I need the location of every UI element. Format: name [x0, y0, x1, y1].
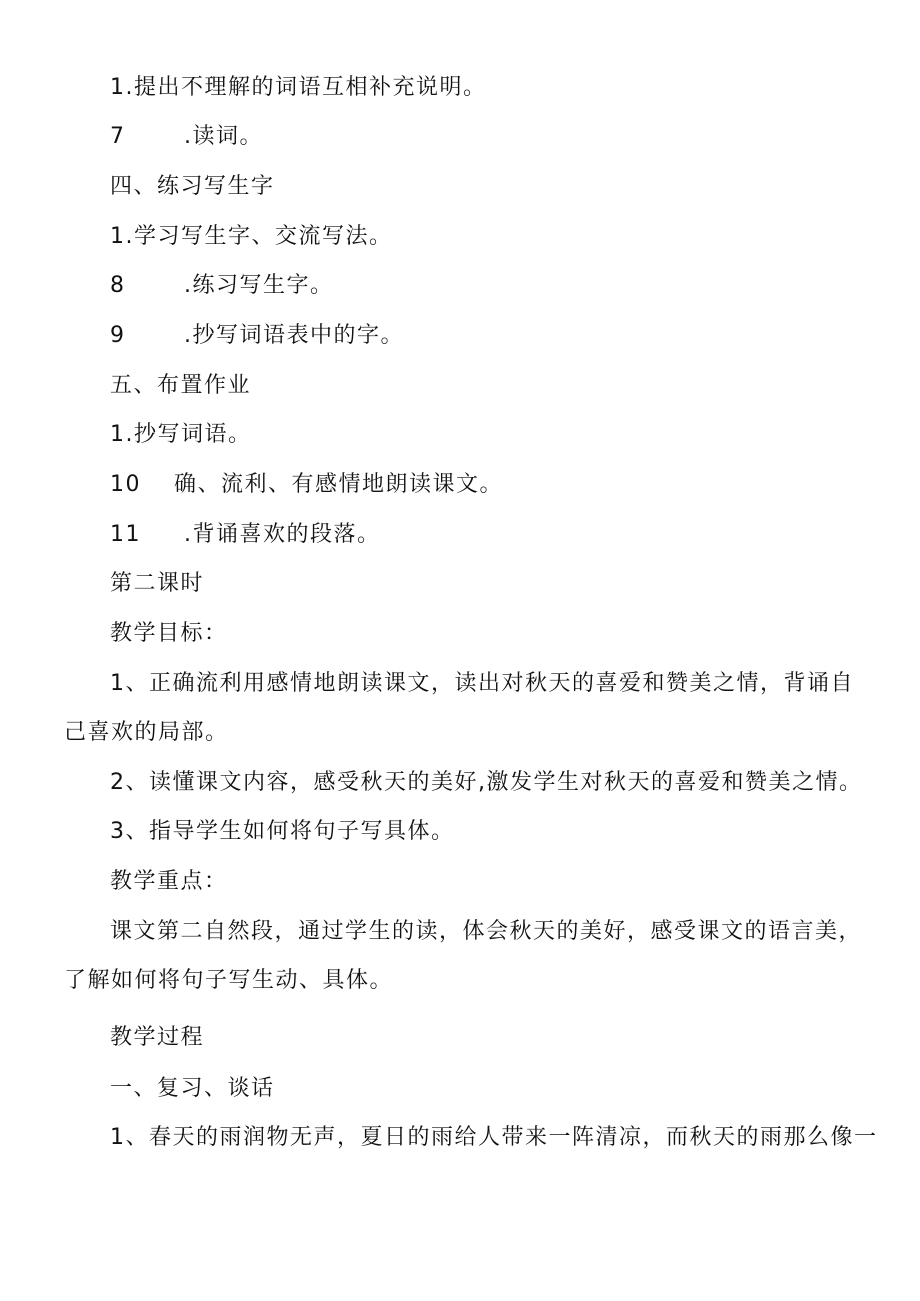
- line-text: .读词。: [184, 124, 263, 149]
- line-number: 9: [110, 323, 126, 348]
- line-text: 教学目标：: [110, 621, 228, 646]
- line-text: .抄写词语表中的字。: [184, 323, 404, 348]
- line-text: 四、练习写生字: [110, 174, 275, 199]
- line-number: 10: [110, 472, 141, 497]
- line-text: 确、流利、有感情地朗读课文。: [174, 472, 504, 497]
- text-line: [110, 223, 393, 251]
- text-line: [110, 918, 862, 946]
- numbered-line: [110, 123, 263, 151]
- line-text: 第二课时: [110, 571, 205, 596]
- line-text: 己喜欢的局部。: [64, 720, 229, 745]
- numbered-line: [110, 471, 503, 499]
- section-heading: [110, 372, 251, 400]
- section-heading: [110, 173, 275, 201]
- line-text: 五、布置作业: [110, 373, 252, 398]
- line-text: 教学重点：: [110, 869, 228, 894]
- line-text: 一、复习、谈话: [110, 1076, 275, 1101]
- text-line: [110, 74, 487, 102]
- numbered-line: [110, 322, 404, 350]
- line-text: 1.提出不理解的词语互相补充说明。: [110, 75, 487, 100]
- subheading: [110, 868, 228, 896]
- line-text: 2、读懂课文内容，感受秋天的美好,激发学生对秋天的喜爱和赞美之情。: [110, 770, 863, 795]
- text-line-continuation: [64, 967, 393, 995]
- line-text: 课文第二自然段，通过学生的读，体会秋天的美好，感受课文的语言美，: [110, 919, 863, 944]
- line-number: 8: [110, 273, 126, 298]
- text-line: [110, 1124, 878, 1152]
- line-text: .练习写生字。: [184, 273, 334, 298]
- text-line: [110, 818, 455, 846]
- line-text: 1.抄写词语。: [110, 422, 252, 447]
- line-text: .背诵喜欢的段落。: [184, 522, 381, 547]
- line-text: 1.学习写生字、交流写法。: [110, 224, 393, 249]
- line-number: 7: [110, 124, 126, 149]
- line-text: 教学过程: [110, 1025, 205, 1050]
- subheading: [110, 1024, 204, 1052]
- numbered-line: [110, 272, 334, 300]
- text-line-continuation: [64, 719, 229, 747]
- line-text: 了解如何将句子写生动、具体。: [64, 968, 394, 993]
- text-line: [110, 670, 854, 698]
- lesson-heading: [110, 570, 204, 598]
- line-number: 11: [110, 522, 141, 547]
- text-line: [110, 421, 252, 449]
- line-text: 1、正确流利用感情地朗读课文，读出对秋天的喜爱和赞美之情，背诵自: [110, 671, 854, 696]
- subheading: [110, 620, 228, 648]
- line-text: 3、指导学生如何将句子写具体。: [110, 819, 455, 844]
- section-heading: [110, 1075, 275, 1103]
- numbered-line: [110, 521, 381, 549]
- line-text: 1、春天的雨润物无声，夏日的雨给人带来一阵清凉，而秋天的雨那么像一: [110, 1125, 878, 1150]
- text-line: [110, 769, 863, 797]
